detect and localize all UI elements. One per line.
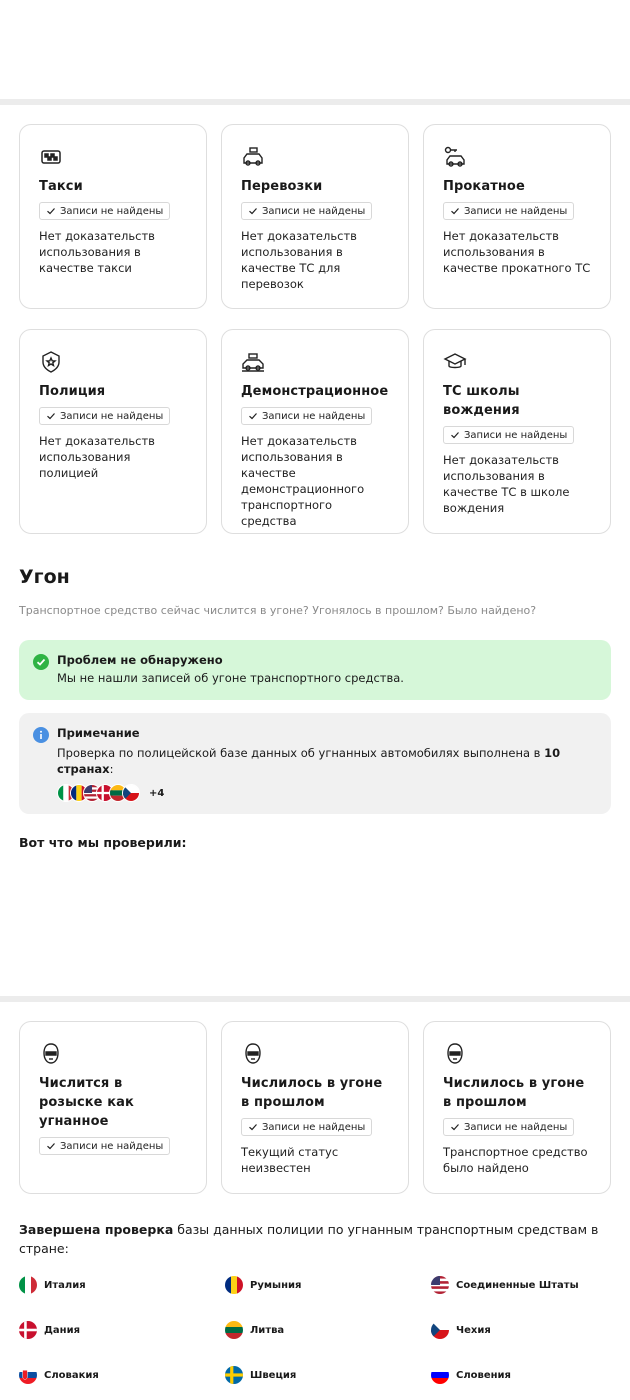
usage-card-transport — [221, 124, 409, 309]
slovenia-flag-icon — [431, 1366, 449, 1384]
theft-card-past-found — [423, 1021, 611, 1194]
info-icon — [33, 727, 49, 743]
slovakia-flag-icon — [19, 1366, 37, 1384]
truck-icon — [241, 145, 265, 169]
usage-card-driving-school — [423, 329, 611, 534]
card-description: Нет доказательств использования в качестве демонстрационного транспортного средства — [241, 434, 365, 528]
graduation-cap-icon — [443, 350, 467, 374]
card-description: Нет доказательств использования в качестве такси — [39, 229, 155, 275]
card-title: Такси — [39, 179, 83, 194]
country-item: Чехия — [431, 1320, 619, 1340]
country-item: Словакия — [19, 1365, 225, 1385]
country-item: Словения — [431, 1365, 619, 1385]
card-title: Числится в розыске как угнанное — [39, 1076, 134, 1129]
usa-flag-icon — [431, 1276, 449, 1294]
country-item: Италия — [19, 1275, 225, 1295]
theft-subtitle: Транспортное средство сейчас числится в угоне? Угонялось в прошлом? Было найдено? — [19, 604, 537, 617]
check-icon — [248, 206, 258, 216]
card-title: Демонстрационное — [241, 384, 389, 399]
status-badge: Записи не найдены — [443, 426, 574, 444]
theft-card-wanted — [19, 1021, 207, 1194]
thief-mask-icon — [39, 1042, 63, 1066]
country-item: Румыния — [225, 1275, 431, 1295]
flags-row — [57, 783, 597, 803]
taxi-icon — [39, 145, 63, 169]
check-icon — [46, 411, 56, 421]
card-title: Прокатное — [443, 179, 525, 194]
card-title: Полиция — [39, 384, 106, 399]
status-badge: Записи не найдены — [241, 1118, 372, 1136]
alert-title: Проблем не обнаружено — [57, 653, 223, 667]
status-badge: Записи не найдены — [241, 202, 372, 220]
note-title: Примечание — [57, 726, 140, 740]
rental-car-key-icon — [443, 145, 467, 169]
section-divider-bottom — [0, 996, 630, 1002]
theft-heading: Угон — [19, 566, 70, 588]
status-badge: Записи не найдены — [443, 202, 574, 220]
status-badge: Записи не найдены — [39, 202, 170, 220]
theft-card-past-unknown — [221, 1021, 409, 1194]
card-title: Перевозки — [241, 179, 323, 194]
check-icon — [46, 206, 56, 216]
status-badge: Записи не найдены — [39, 407, 170, 425]
checked-label: Вот что мы проверили: — [19, 835, 187, 850]
card-description: Транспортное средство было найдено — [443, 1145, 588, 1175]
usage-cards-grid — [19, 124, 611, 534]
country-list — [19, 1275, 619, 1385]
no-problems-alert — [19, 640, 611, 700]
police-badge-icon — [39, 350, 63, 374]
check-icon — [450, 206, 460, 216]
thief-mask-icon — [443, 1042, 467, 1066]
country-item: Соединенные Штаты — [431, 1275, 619, 1295]
usage-card-police — [19, 329, 207, 534]
check-icon — [248, 411, 258, 421]
country-item: Швеция — [225, 1365, 431, 1385]
country-item: Литва — [225, 1320, 431, 1340]
country-item: Дания — [19, 1320, 225, 1340]
check-icon — [46, 1141, 56, 1151]
note-box — [19, 713, 611, 814]
card-title: ТС школы вождения — [443, 384, 520, 418]
completed-check-text: Завершена проверка базы данных полиции по угнанным транспортным средствам в стране: — [19, 1222, 599, 1256]
note-text: Проверка по полицейской базе данных об угнанных автомобилях выполнена в 10 странах: — [57, 746, 561, 776]
status-badge: Записи не найдены — [39, 1137, 170, 1155]
romania-flag-icon — [225, 1276, 243, 1294]
demo-car-icon — [241, 350, 265, 374]
usage-card-rental — [423, 124, 611, 309]
card-description: Нет доказательств использования полицией — [39, 434, 155, 480]
lithuania-flag-icon — [225, 1321, 243, 1339]
card-description: Нет доказательств использования в качестве ТС в школе вождения — [443, 453, 570, 515]
czechia-flag-icon — [431, 1321, 449, 1339]
status-badge: Записи не найдены — [443, 1118, 574, 1136]
status-badge: Записи не найдены — [241, 407, 372, 425]
denmark-flag-icon — [19, 1321, 37, 1339]
usage-card-demo — [221, 329, 409, 534]
card-title: Числилось в угоне в прошлом — [241, 1076, 383, 1110]
card-title: Числилось в угоне в прошлом — [443, 1076, 585, 1110]
sweden-flag-icon — [225, 1366, 243, 1384]
alert-description: Мы не нашли записей об угоне транспортного средства. — [57, 671, 404, 685]
italy-flag-icon — [19, 1276, 37, 1294]
section-divider-top — [0, 99, 630, 105]
usage-card-taxi — [19, 124, 207, 309]
check-circle-icon — [33, 654, 49, 670]
thief-mask-icon — [241, 1042, 265, 1066]
check-icon — [450, 430, 460, 440]
card-description: Текущий статус неизвестен — [241, 1145, 339, 1175]
check-icon — [450, 1122, 460, 1132]
card-description: Нет доказательств использования в качестве ТС для перевозок — [241, 229, 357, 291]
more-countries-count: +4 — [149, 787, 165, 799]
check-icon — [248, 1122, 258, 1132]
czechia-flag-icon — [122, 784, 140, 802]
theft-cards-grid — [19, 1021, 611, 1194]
card-description: Нет доказательств использования в качестве прокатного ТС — [443, 229, 591, 275]
